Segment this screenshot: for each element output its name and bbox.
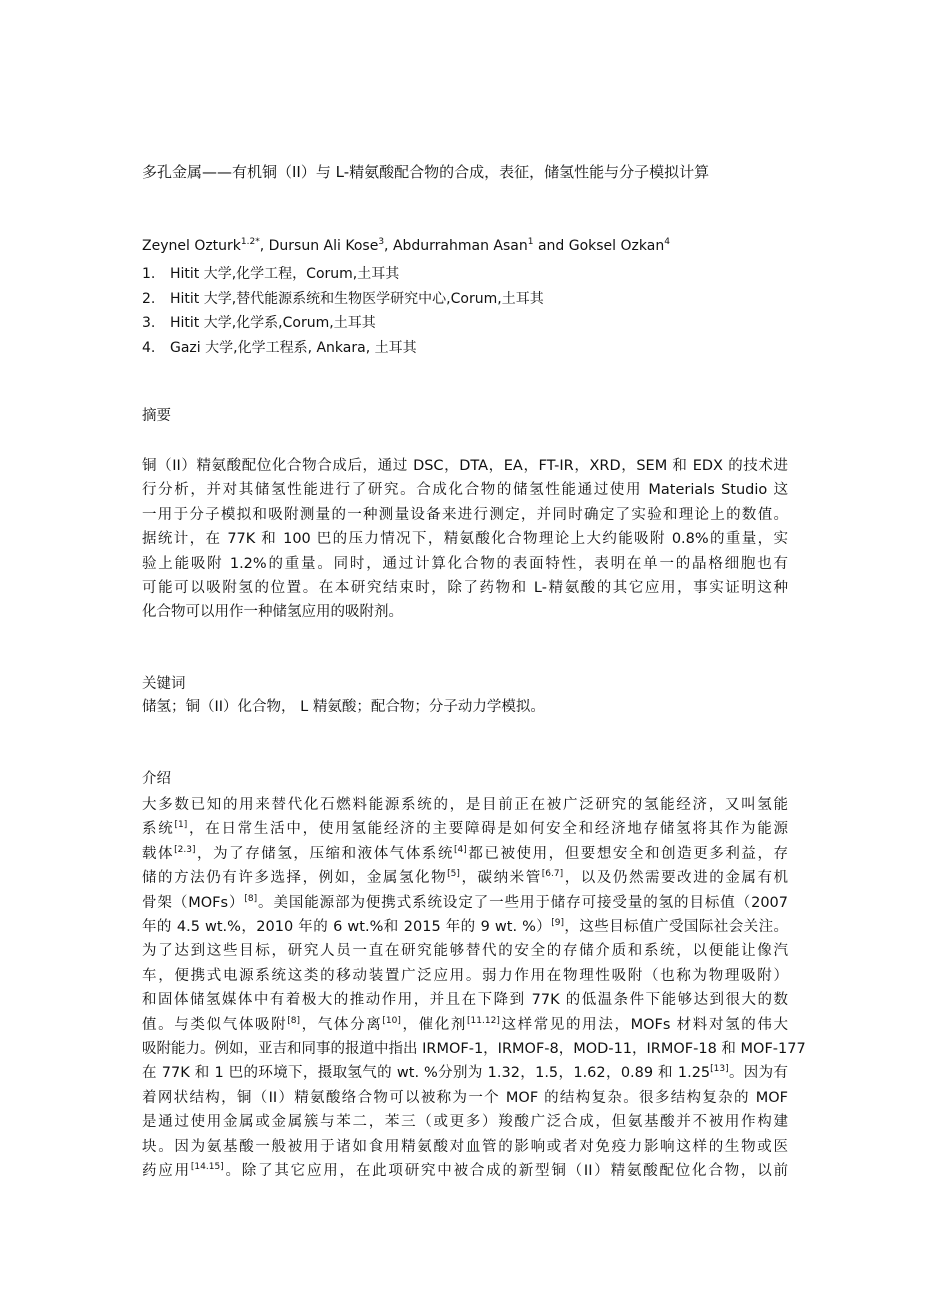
citation-mark: [9] xyxy=(551,918,564,929)
introduction-heading: 介绍 xyxy=(142,771,171,787)
text-run: 这样常见的用法，MOFs 材料对氢的伟大 xyxy=(499,1016,789,1033)
abstract-line: 铜（II）精氨酸配位化合物合成后，通过 DSC，DTA，EA，FT-IR，XRD，SEM 和 EDX 的技术进 xyxy=(142,458,788,474)
introduction-body xyxy=(142,793,806,1184)
affiliation-list xyxy=(142,262,544,360)
affiliation-text: Hitit 大学,化学系,Corum,土耳其 xyxy=(170,315,376,331)
text-run: ，气体分离 xyxy=(300,1016,383,1033)
text-run: 载体 xyxy=(142,845,175,862)
paragraph-line: 大多数已知的用来替代化石燃料能源系统的，是目前正在被广泛研究的氢能经济，又叫氢能 xyxy=(142,797,788,813)
abstract-line: 据统计，在 77K 和 100 巴的压力情况下，精氨酸化合物理论上大约能吸附 0.8%的重量，实 xyxy=(142,531,788,548)
affiliation-item xyxy=(142,287,544,312)
text-run: 骨架（MOFs） xyxy=(142,894,245,911)
paragraph-line: 块。因为氨基酸一般被用于诸如食用精氨酸对血管的影响或者对免疫力影响这样的生物或医 xyxy=(142,1138,788,1155)
paragraph-line xyxy=(142,1159,788,1183)
affiliation-text: Hitit 大学,化学工程，Corum,土耳其 xyxy=(170,266,400,282)
affiliation-number: 1. xyxy=(142,266,156,282)
text-run: 在 77K 和 1 巴的环境下，摄取氢气的 wt. %分别为 1.32，1.5，1.62，0.89 和 1.25 xyxy=(142,1065,711,1082)
paragraph-line xyxy=(142,1013,788,1037)
abstract-body xyxy=(142,454,788,625)
text-run: ，这些目标值广受国际社会关注。 xyxy=(564,919,789,936)
citation-mark: [10] xyxy=(382,1015,401,1026)
author-name: , Abdurrahman Asan xyxy=(384,238,528,254)
abstract-line: 验上能吸附 1.2%的重量。同时，通过计算化合物的表面特性，表明在单一的晶格细胞也有 xyxy=(142,555,788,572)
abstract-line: 行分析，并对其储氢性能进行了研究。合成化合物的储氢性能通过使用 Materials Studio 这 xyxy=(142,482,788,499)
abstract-heading: 摘要 xyxy=(142,408,171,424)
affiliation-item xyxy=(142,336,544,361)
text-run: ，碳纳米管 xyxy=(459,870,542,887)
affiliation-item xyxy=(142,311,544,336)
text-run: 系统 xyxy=(142,821,175,838)
text-run: ，为了存储氢，压缩和液体气体系统 xyxy=(195,845,455,862)
affiliation-number: 4. xyxy=(142,339,156,356)
paragraph-line xyxy=(142,1061,788,1085)
citation-mark: [2.3] xyxy=(174,844,196,855)
keywords-text: 储氢；铜（II）化合物， L 精氨酸；配合物；分子动力学模拟。 xyxy=(142,699,545,715)
text-run: 。除了其它应用，在此项研究中被合成的新型铜（II）精氨酸配位化合物，以前 xyxy=(223,1163,788,1180)
author-name: , Dursun Ali Kose xyxy=(259,238,379,254)
affiliation-text: Hitit 大学,替代能源系统和生物医学研究中心,Corum,土耳其 xyxy=(170,290,544,307)
author-affiliation-mark: 3 xyxy=(378,237,385,247)
author-name: and Goksel Ozkan xyxy=(533,238,665,254)
text-run: 。美国能源部为便携式系统设定了一些用于储存可接受量的氢的目标值（2007 xyxy=(257,894,788,911)
text-run: 。因为有 xyxy=(728,1065,788,1082)
citation-mark: [11.12] xyxy=(467,1015,500,1026)
text-run: 年的 4.5 wt.%，2010 年的 6 wt.%和 2015 年的 9 wt. %） xyxy=(142,919,552,936)
paragraph-line: 和固体储氢媒体中有着极大的推动作用，并且在下降到 77K 的低温条件下能够达到很大的数 xyxy=(142,992,788,1009)
abstract-line: 可能可以吸附氢的位置。在本研究结束时，除了药物和 L-精氨酸的其它应用，事实证明这种 xyxy=(142,580,788,597)
paragraph-line xyxy=(142,891,788,915)
affiliation-number: 3. xyxy=(142,315,156,331)
paragraph-line: 车，便携式电源系统这类的移动装置广泛应用。弱力作用在物理性吸附（也称为物理吸附） xyxy=(142,967,788,984)
paragraph-line: 吸附能力。例如，亚吉和同事的报道中指出 IRMOF-1，IRMOF-8，MOD-11，IRMOF-18 和 MOF-177 xyxy=(142,1041,806,1058)
paragraph-line xyxy=(142,915,788,939)
affiliation-number: 2. xyxy=(142,290,156,307)
abstract-line: 化合物可以用作一种储氢应用的吸附剂。 xyxy=(142,604,403,621)
citation-mark: [1] xyxy=(174,820,188,831)
citation-mark: [13] xyxy=(710,1064,729,1075)
paragraph-line xyxy=(142,866,788,890)
text-run: ，催化剂 xyxy=(400,1016,468,1033)
abstract-line: 一用于分子模拟和吸附测量的一种测量设备来进行测定，并同时确定了实验和理论上的数值。 xyxy=(142,506,788,523)
citation-mark: [8] xyxy=(244,893,258,904)
paragraph-line: 是通过使用金属或金属簇与苯二，苯三（或更多）羧酸广泛合成，但氨基酸并不被用作构建 xyxy=(142,1114,788,1131)
citation-mark: [8] xyxy=(287,1015,301,1026)
paragraph-line xyxy=(142,817,788,841)
author-list xyxy=(142,236,670,256)
citation-mark: [5] xyxy=(447,869,460,880)
paragraph-line xyxy=(142,842,788,866)
paragraph-line: 着网状结构，铜（II）精氨酸络合物可以被称为一个 MOF 的结构复杂。很多结构复杂的 MOF xyxy=(142,1089,788,1106)
keywords-heading: 关键词 xyxy=(142,676,186,692)
text-run: ，在日常生活中，使用氢能经济的主要障碍是如何安全和经济地存储氢将其作为能源 xyxy=(187,821,789,838)
text-run: ，以及仍然需要改进的金属有机 xyxy=(563,870,789,887)
author-affiliation-mark: 1.2* xyxy=(240,237,260,247)
citation-mark: [14.15] xyxy=(190,1162,224,1173)
text-run: 储的方法仍有许多选择，例如，金属氢化物 xyxy=(142,870,448,887)
citation-mark: [6.7] xyxy=(541,869,564,880)
affiliation-text: Gazi 大学,化学工程系, Ankara, 土耳其 xyxy=(170,339,417,356)
paper-title: 多孔金属——有机铜（II）与 L-精氨酸配合物的合成，表征，储氢性能与分子模拟计算 xyxy=(142,163,710,181)
text-run: 都已被使用，但要想安全和创造更多利益，存 xyxy=(466,845,789,862)
author-name: Zeynel Ozturk xyxy=(142,238,241,254)
citation-mark: [4] xyxy=(454,844,467,855)
author-affiliation-mark: 4 xyxy=(664,237,670,247)
text-run: 值。与类似气体吸附 xyxy=(142,1016,288,1033)
author-affiliation-mark: 1 xyxy=(527,237,534,247)
paragraph-line: 为了达到这些目标，研究人员一直在研究能够替代的安全的存储介质和系统，以便能让像汽 xyxy=(142,943,788,960)
text-run: 药应用 xyxy=(142,1163,191,1180)
affiliation-item xyxy=(142,262,544,287)
